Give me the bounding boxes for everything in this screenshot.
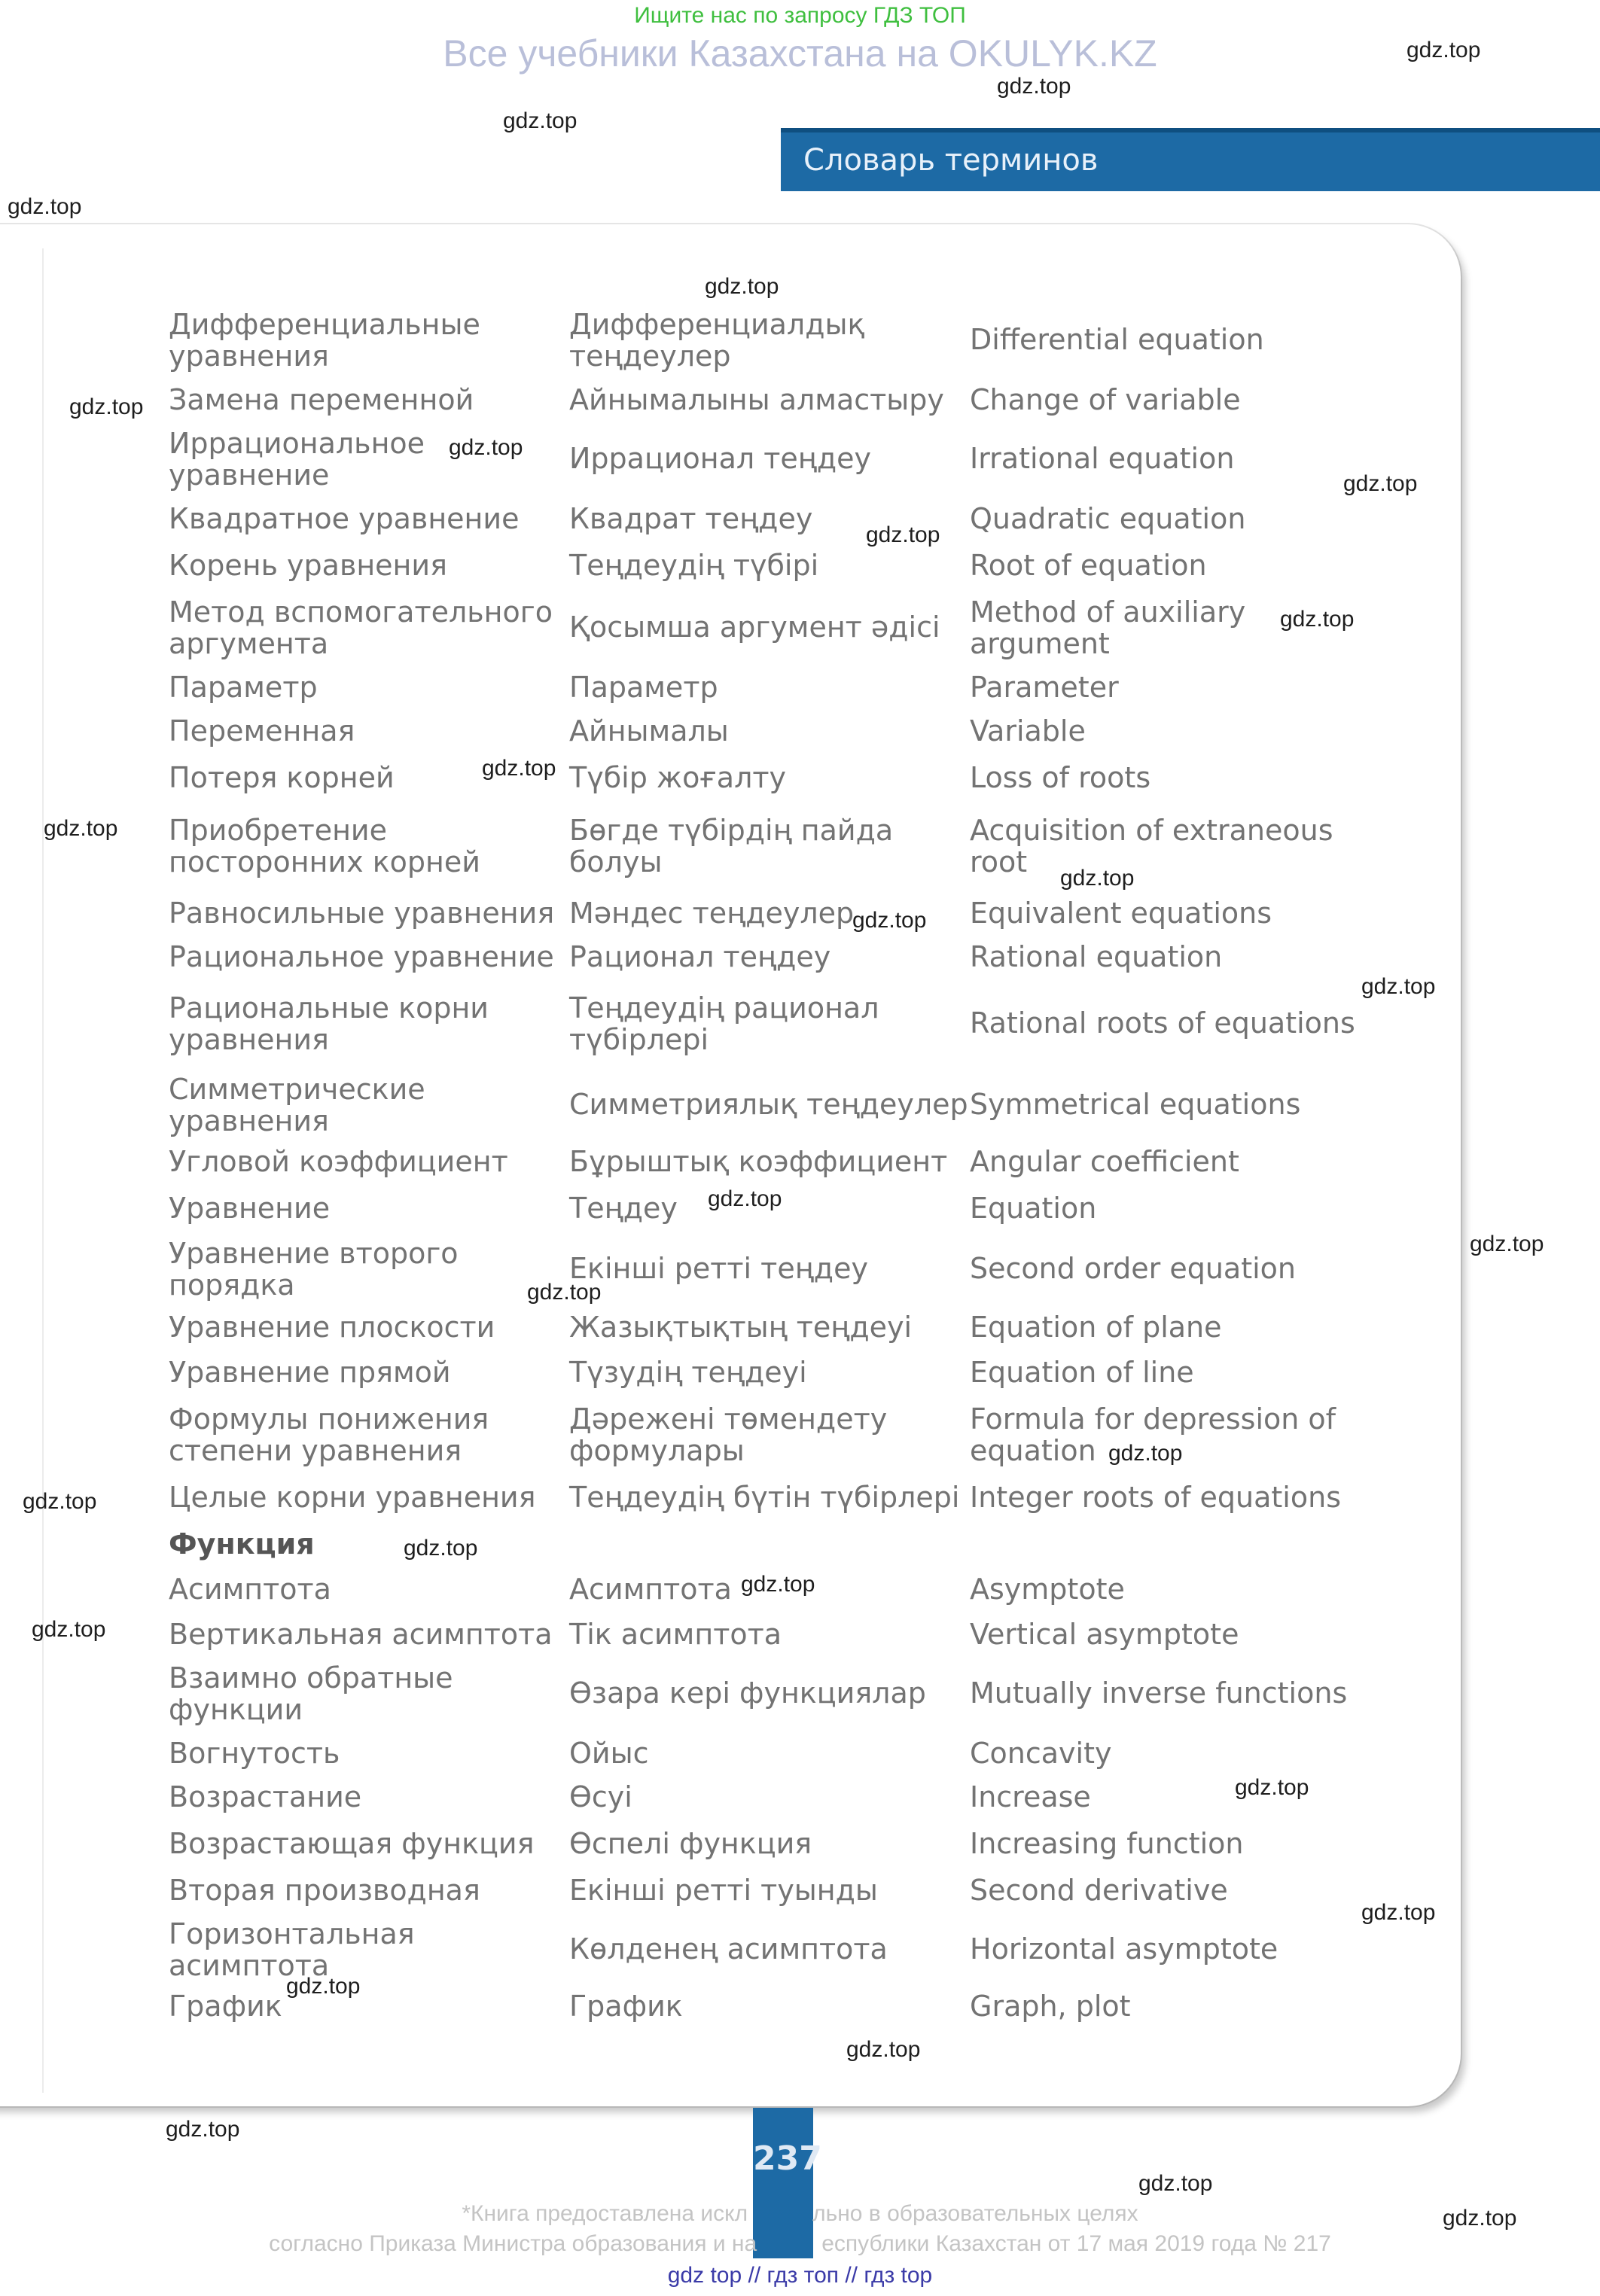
glossary-term-kz bbox=[569, 384, 944, 416]
glossary-term-en bbox=[970, 443, 1234, 474]
glossary-term-ru bbox=[169, 1238, 459, 1301]
term-line: Symmetrical equations bbox=[970, 1088, 1301, 1121]
glossary-term-ru bbox=[169, 1918, 415, 1981]
glossary-term-kz bbox=[569, 1737, 649, 1769]
watermark-text: gdz.top bbox=[1361, 1900, 1436, 1925]
glossary-term-kz bbox=[569, 550, 818, 581]
glossary-term-kz bbox=[569, 1089, 968, 1120]
term-line: Айнымалы bbox=[569, 714, 729, 748]
glossary-term-en bbox=[970, 1781, 1091, 1813]
glossary-term-kz bbox=[569, 1781, 632, 1813]
term-line: степени уравнения bbox=[169, 1434, 462, 1467]
watermark-text: gdz.top bbox=[8, 194, 82, 219]
term-line: Мәндес теңдеулер bbox=[569, 897, 855, 930]
glossary-term-kz bbox=[569, 1933, 888, 1965]
glossary-term-en bbox=[970, 941, 1222, 973]
glossary-term-kz bbox=[569, 1481, 959, 1513]
term-line: Ойыс bbox=[569, 1737, 649, 1770]
term-line: Angular coefficient bbox=[970, 1145, 1239, 1178]
footnote-line-2-b: еспублики Казахстан от 17 мая 2019 года № 217 bbox=[821, 2231, 1331, 2256]
glossary-term-ru bbox=[169, 1828, 534, 1859]
term-line: Variable bbox=[970, 714, 1086, 748]
term-line: Рационал теңдеу bbox=[569, 940, 831, 973]
watermark-text: gdz.top bbox=[866, 522, 940, 547]
glossary-term-kz bbox=[569, 1573, 732, 1605]
term-line: Горизонтальная bbox=[169, 1917, 415, 1950]
term-line: Integer roots of equations bbox=[970, 1481, 1341, 1514]
glossary-term-kz bbox=[569, 715, 729, 747]
watermark-text: gdz.top bbox=[846, 2037, 921, 2062]
glossary-term-ru bbox=[169, 1357, 451, 1388]
watermark-text: gdz.top bbox=[503, 108, 578, 133]
term-line: Равносильные уравнения bbox=[169, 897, 555, 930]
term-line: Дифференциальные bbox=[169, 308, 480, 341]
term-line: Параметр bbox=[569, 671, 718, 704]
term-line: Квадрат теңдеу bbox=[569, 502, 813, 535]
footnote-line-1 bbox=[0, 2201, 1600, 2227]
glossary-term-en bbox=[970, 1311, 1222, 1343]
term-line: формулары bbox=[569, 1434, 745, 1467]
glossary-term-ru bbox=[169, 550, 447, 581]
bottom-links[interactable]: gdz top // гдз топ // гдз top bbox=[667, 2263, 933, 2288]
term-line: Метод вспомогательного bbox=[169, 595, 553, 629]
watermark-text: gdz.top bbox=[32, 1617, 106, 1642]
term-line: Irrational equation bbox=[970, 442, 1235, 475]
glossary-term-en bbox=[970, 671, 1119, 703]
watermark-text: gdz.top bbox=[286, 1974, 361, 1999]
glossary-term-kz bbox=[569, 992, 879, 1055]
term-line: График bbox=[569, 1990, 683, 2023]
glossary-term-ru bbox=[169, 941, 554, 973]
term-line: Rational roots of equations bbox=[970, 1006, 1355, 1040]
watermark-text: gdz.top bbox=[1343, 471, 1418, 496]
term-line: уравнение bbox=[169, 458, 330, 492]
term-line: Second derivative bbox=[970, 1874, 1228, 1907]
glossary-term-en bbox=[970, 1192, 1096, 1224]
glossary-term-kz bbox=[569, 1618, 782, 1650]
term-line: Parameter bbox=[970, 671, 1119, 704]
glossary-term-en bbox=[970, 1618, 1239, 1650]
term-line: уравнения bbox=[169, 1023, 329, 1056]
glossary-term-ru bbox=[169, 428, 425, 491]
glossary-term-en bbox=[970, 1874, 1228, 1906]
term-line: посторонних корней bbox=[169, 845, 480, 879]
term-line: Угловой коэффициент bbox=[169, 1145, 508, 1178]
term-line: Бұрыштық коэффициент bbox=[569, 1145, 948, 1178]
glossary-term-kz bbox=[569, 1192, 678, 1224]
glossary-term-en bbox=[970, 715, 1086, 747]
glossary-term-en bbox=[970, 324, 1264, 355]
term-line: Теңдеудің түбірі bbox=[569, 549, 819, 582]
glossary-term-ru bbox=[169, 1073, 425, 1137]
term-line: теңдеулер bbox=[569, 340, 731, 373]
glossary-term-ru bbox=[169, 503, 519, 534]
term-line: Иррационал теңдеу bbox=[569, 442, 872, 475]
term-line: Rational equation bbox=[970, 940, 1223, 973]
glossary-term-en bbox=[970, 384, 1241, 416]
glossary-term-ru bbox=[169, 762, 395, 793]
term-line: root bbox=[970, 845, 1028, 879]
section-title: Словарь терминов bbox=[803, 143, 1099, 178]
glossary-term-en bbox=[970, 1253, 1296, 1284]
glossary-term-ru bbox=[169, 1662, 453, 1725]
term-line: Түзудің теңдеуі bbox=[569, 1356, 807, 1389]
glossary-term-en bbox=[970, 1146, 1239, 1177]
term-line: Equation of plane bbox=[970, 1311, 1222, 1344]
term-line: Equation bbox=[970, 1192, 1097, 1225]
term-line: уравнения bbox=[169, 1104, 329, 1137]
glossary-term-ru bbox=[169, 1573, 331, 1605]
term-line: Уравнение плоскости bbox=[169, 1311, 495, 1344]
glossary-term-ru bbox=[169, 1481, 536, 1513]
glossary-term-kz bbox=[569, 611, 940, 643]
glossary-term-en bbox=[970, 1089, 1300, 1120]
glossary-term-en bbox=[970, 596, 1245, 659]
term-line: Көлденең асимптота bbox=[569, 1932, 888, 1966]
term-line: Loss of roots bbox=[970, 761, 1151, 794]
watermark-text: gdz.top bbox=[527, 1280, 602, 1305]
glossary-term-en bbox=[970, 815, 1333, 878]
watermark-text: gdz.top bbox=[482, 756, 556, 781]
glossary-term-en bbox=[970, 1990, 1131, 2022]
watermark-text: gdz.top bbox=[1280, 607, 1355, 632]
term-line: уравнения bbox=[169, 340, 329, 373]
term-line: Рациональное уравнение bbox=[169, 940, 554, 973]
term-line: Acquisition of extraneous bbox=[970, 814, 1333, 847]
term-line: Increase bbox=[970, 1780, 1091, 1813]
glossary-term-ru bbox=[169, 1528, 315, 1560]
glossary-term-ru bbox=[169, 671, 318, 703]
term-line: Asymptote bbox=[970, 1573, 1125, 1606]
term-line: Vertical asymptote bbox=[970, 1618, 1239, 1651]
glossary-term-kz bbox=[569, 443, 871, 474]
term-line: Қосымша аргумент әдісі bbox=[569, 611, 940, 644]
term-line: функции bbox=[169, 1693, 303, 1726]
term-line: Equivalent equations bbox=[970, 897, 1272, 930]
term-line: Целые корни уравнения bbox=[169, 1481, 536, 1514]
term-line: Өзара кері функциялар bbox=[569, 1676, 926, 1710]
glossary-term-ru bbox=[169, 815, 480, 878]
watermark-text: gdz.top bbox=[404, 1536, 478, 1561]
glossary-term-en bbox=[970, 897, 1272, 929]
term-line: Horizontal asymptote bbox=[970, 1932, 1278, 1966]
glossary-term-en bbox=[970, 1828, 1244, 1859]
glossary-term-ru bbox=[169, 1990, 282, 2022]
term-line: Квадратное уравнение bbox=[169, 502, 520, 535]
glossary-term-kz bbox=[569, 1874, 878, 1906]
term-line: Уравнение прямой bbox=[169, 1356, 451, 1389]
term-line: Симметрические bbox=[169, 1073, 425, 1106]
term-line: Возрастание bbox=[169, 1780, 362, 1813]
term-line: Корень уравнения bbox=[169, 549, 447, 582]
watermark-text: gdz.top bbox=[166, 2117, 240, 2142]
glossary-term-ru bbox=[169, 1781, 361, 1813]
footnote-line-1-b: льно в образовательных целях bbox=[812, 2201, 1138, 2226]
term-line: Quadratic equation bbox=[970, 502, 1246, 535]
watermark-text: gdz.top bbox=[852, 908, 927, 933]
term-line: Возрастающая функция bbox=[169, 1827, 535, 1860]
term-line: Differential equation bbox=[970, 323, 1264, 356]
watermark-text: gdz.top bbox=[1060, 866, 1135, 891]
term-line: Concavity bbox=[970, 1737, 1112, 1770]
glossary-term-ru bbox=[169, 1403, 489, 1466]
glossary-term-kz bbox=[569, 1311, 912, 1343]
glossary-term-kz bbox=[569, 762, 786, 793]
watermark-text: gdz.top bbox=[44, 816, 118, 841]
term-line: Change of variable bbox=[970, 383, 1241, 416]
term-line: Замена переменной bbox=[169, 383, 474, 416]
term-line: Түбір жоғалту bbox=[569, 761, 787, 794]
term-line: Mutually inverse functions bbox=[970, 1676, 1348, 1710]
term-line: болуы bbox=[569, 845, 663, 879]
term-line: Өспелі функция bbox=[569, 1827, 812, 1860]
term-line: Асимптота bbox=[169, 1573, 331, 1606]
glossary-term-kz bbox=[569, 941, 830, 973]
glossary-term-en bbox=[970, 1677, 1347, 1709]
glossary-term-kz bbox=[569, 1828, 812, 1859]
watermark-text: gdz.top bbox=[1443, 2206, 1517, 2231]
glossary-term-en bbox=[970, 1481, 1341, 1513]
term-line: түбірлері bbox=[569, 1023, 709, 1056]
page-number: 237 bbox=[753, 2139, 822, 2178]
glossary-term-en bbox=[970, 1573, 1125, 1605]
term-line: Вогнутость bbox=[169, 1737, 340, 1770]
watermark-text: gdz.top bbox=[997, 74, 1071, 99]
term-line: Жазықтықтың теңдеуі bbox=[569, 1311, 913, 1344]
watermark-text: gdz.top bbox=[741, 1572, 815, 1597]
glossary-term-kz bbox=[569, 1253, 868, 1284]
term-line: Equation of line bbox=[970, 1356, 1194, 1389]
watermark-text: gdz.top bbox=[708, 1186, 782, 1211]
glossary-term-kz bbox=[569, 897, 854, 929]
term-line: Дәрежені төмендету bbox=[569, 1402, 888, 1436]
glossary-term-ru bbox=[169, 1311, 495, 1343]
glossary-term-kz bbox=[569, 503, 812, 534]
term-line: Переменная bbox=[169, 714, 355, 748]
search-hint: Ищите нас по запросу ГДЗ ТОП bbox=[634, 3, 966, 28]
term-line: Теңдеу bbox=[569, 1192, 678, 1225]
glossary-term-ru bbox=[169, 309, 480, 372]
glossary-term-ru bbox=[169, 384, 474, 416]
glossary-term-en bbox=[970, 1737, 1111, 1769]
glossary-term-kz bbox=[569, 1990, 683, 2022]
footnote-line-1-a: *Книга предоставлена искл bbox=[462, 2201, 748, 2226]
term-line: аргумента bbox=[169, 627, 329, 660]
glossary-term-kz bbox=[569, 1146, 947, 1177]
term-line: Айнымалыны алмастыру bbox=[569, 383, 944, 416]
term-line: Теңдеудің бүтін түбірлері bbox=[569, 1481, 960, 1514]
term-line: equation bbox=[970, 1434, 1096, 1467]
term-line: Бөгде түбірдің пайда bbox=[569, 814, 894, 847]
term-line: Increasing function bbox=[970, 1827, 1244, 1860]
glossary-term-kz bbox=[569, 1677, 926, 1709]
footnote-line-2 bbox=[0, 2231, 1600, 2257]
glossary-term-en bbox=[970, 762, 1150, 793]
term-line: Асимптота bbox=[569, 1573, 732, 1606]
glossary-term-en bbox=[970, 1357, 1194, 1388]
watermark-text: gdz.top bbox=[23, 1489, 97, 1514]
glossary-term-ru bbox=[169, 1146, 508, 1177]
term-line: порядка bbox=[169, 1268, 295, 1302]
term-line: Екінші ретті туынды bbox=[569, 1874, 878, 1907]
glossary-term-ru bbox=[169, 1737, 340, 1769]
glossary-term-ru bbox=[169, 596, 553, 659]
term-line: Теңдеудің рационал bbox=[569, 991, 879, 1025]
watermark-text: gdz.top bbox=[1138, 2171, 1213, 2196]
glossary-term-en bbox=[970, 1007, 1355, 1039]
term-line: асимптота bbox=[169, 1949, 330, 1982]
term-line: argument bbox=[970, 627, 1110, 660]
term-line: Дифференциалдық bbox=[569, 308, 865, 341]
glossary-term-kz bbox=[569, 671, 718, 703]
glossary-term-ru bbox=[169, 992, 489, 1055]
term-line: Formula for depression of bbox=[970, 1402, 1336, 1436]
term-line: Method of auxiliary bbox=[970, 595, 1246, 629]
glossary-term-kz bbox=[569, 1357, 807, 1388]
glossary-term-en bbox=[970, 550, 1207, 581]
glossary-term-kz bbox=[569, 309, 864, 372]
footnote-line-2-a: согласно Приказа Министра образования и на bbox=[269, 2231, 757, 2256]
term-line: Уравнение второго bbox=[169, 1237, 459, 1270]
term-line: Вторая производная bbox=[169, 1874, 480, 1907]
term-line: Потеря корней bbox=[169, 761, 395, 794]
term-line: Формулы понижения bbox=[169, 1402, 489, 1436]
term-line: Graph, plot bbox=[970, 1990, 1131, 2023]
term-line: Иррациональное bbox=[169, 427, 425, 460]
glossary-term-ru bbox=[169, 1618, 553, 1650]
term-line: Взаимно обратные bbox=[169, 1661, 453, 1695]
glossary-term-kz bbox=[569, 1403, 887, 1466]
watermark-text: gdz.top bbox=[1108, 1441, 1183, 1466]
watermark-text: gdz.top bbox=[705, 274, 779, 299]
glossary-term-ru bbox=[169, 1192, 330, 1224]
watermark-text: gdz.top bbox=[1361, 974, 1436, 999]
term-line: Вертикальная асимптота bbox=[169, 1618, 553, 1651]
term-line: Рациональные корни bbox=[169, 991, 489, 1025]
glossary-term-kz bbox=[569, 815, 893, 878]
glossary-term-ru bbox=[169, 715, 355, 747]
term-line: Функция bbox=[169, 1527, 315, 1561]
watermark-text: gdz.top bbox=[69, 394, 144, 419]
glossary-term-en bbox=[970, 503, 1245, 534]
term-line: Тік асимптота bbox=[569, 1618, 782, 1651]
site-banner: Все учебники Казахстана на OKULYK.KZ bbox=[443, 32, 1157, 75]
term-line: Приобретение bbox=[169, 814, 388, 847]
watermark-text: gdz.top bbox=[1235, 1775, 1309, 1800]
term-line: График bbox=[169, 1990, 282, 2023]
watermark-text: gdz.top bbox=[449, 435, 523, 460]
watermark-text: gdz.top bbox=[1406, 38, 1481, 62]
watermark-text: gdz.top bbox=[1470, 1232, 1544, 1256]
term-line: Екінші ретті теңдеу bbox=[569, 1252, 868, 1285]
term-line: Симметриялық теңдеулер bbox=[569, 1088, 968, 1121]
glossary-term-ru bbox=[169, 897, 554, 929]
term-line: Second order equation bbox=[970, 1252, 1296, 1285]
term-line: Параметр bbox=[169, 671, 318, 704]
term-line: Root of equation bbox=[970, 549, 1207, 582]
glossary-term-en bbox=[970, 1933, 1278, 1965]
glossary-term-ru bbox=[169, 1874, 480, 1906]
term-line: Өсуі bbox=[569, 1780, 632, 1813]
term-line: Уравнение bbox=[169, 1192, 331, 1225]
